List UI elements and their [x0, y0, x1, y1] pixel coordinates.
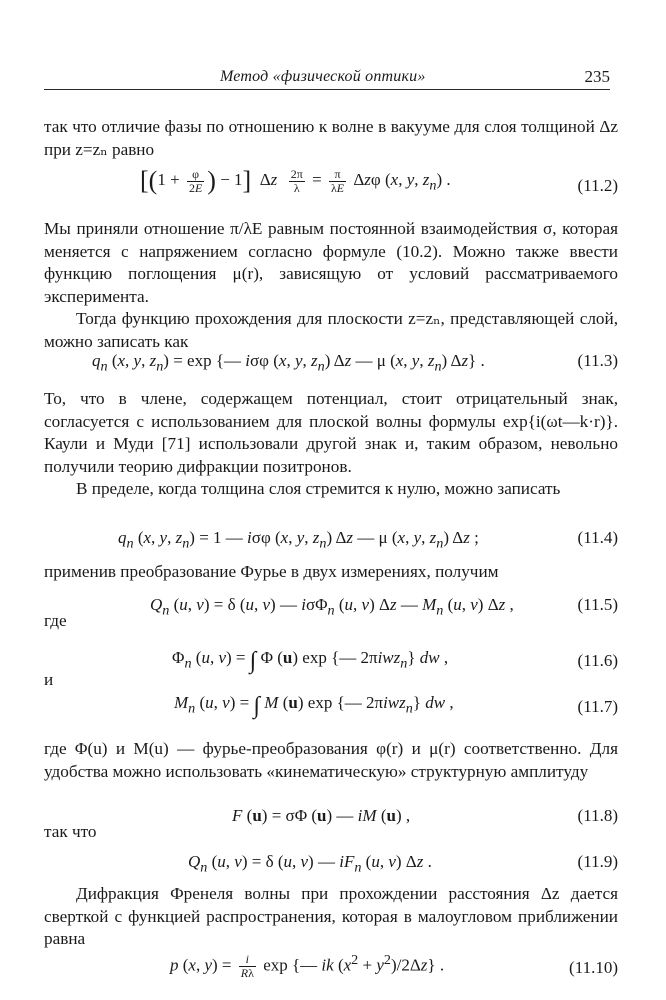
paragraph-6: применив преобразование Фурье в двух измерениях, получим [44, 562, 499, 581]
label-so-that: так что [44, 822, 97, 841]
equation-number-11-2: (11.2) [577, 176, 618, 195]
running-header [44, 64, 610, 88]
page-number: 235 [584, 67, 610, 86]
paragraph-7: где Φ(u) и M(u) — фурье-преобразования φ(r) и μ(r) соответственно. Для удобства можно использовать «кинематическую» структурную амплитуду [44, 739, 618, 781]
equation-number-11-8: (11.8) [577, 806, 618, 825]
running-title: Метод «физической оптики» [220, 68, 426, 85]
equation-number-11-9: (11.9) [577, 852, 618, 871]
equation-number-11-5: (11.5) [577, 595, 618, 614]
equation-11-10: p (x, y) = $\frac{i}{R\lambda}$ exp {— ik $(x^2 + y^2)/2\Delta z$} . [170, 952, 445, 981]
paragraph-3: Тогда функцию прохождения для плоскости z=zₙ, представляющей слой, можно записать как [44, 309, 618, 351]
paragraph-8: Дифракция Френеля волны при прохождении расстояния Δz дается сверткой с функцией распространения, которая в малоугловом приближении равна [44, 884, 618, 948]
equation-number-11-10: (11.10) [569, 958, 618, 977]
equation-number-11-6: (11.6) [577, 651, 618, 670]
equation-11-6: $\Phi_n$ (u, v) = ∫ Φ (u) exp {— 2πiwz$_n$} dw , [172, 648, 449, 674]
equation-11-9: $Q_n$ (u, v) = δ (u, v) — $iF_n$ (u, v) Δz . [188, 852, 432, 876]
equation-11-7: $M_n$ (u, v) = ∫ M (u) exp {— 2πiwz$_n$} dw , [174, 693, 454, 719]
equation-11-8: F (u) = σΦ (u) — iM (u) , [232, 806, 411, 825]
label-and: и [44, 670, 54, 689]
paragraph-4: То, что в члене, содержащем потенциал, стоит отрицательный знак, согласуется с использованием для плоской волны формулы exp{i(ωt—k·r)}. Каули и Муди [71] использовали другой знак и, таким образом, невольно получили теорию дифракции позитронов. [44, 389, 618, 476]
paragraph-1: так что отличие фазы по отношению к волне в вакууме для слоя толщиной Δz при z=zₙ равно [44, 117, 618, 159]
equation-11-3: $q_n$ (x, y, $z_n) = \exp$ {— iσφ (x, y, $z_n$) Δz — μ (x, y, $z_n$) Δz} . [92, 351, 485, 375]
paragraph-5: В пределе, когда толщина слоя стремится к нулю, можно записать [76, 479, 561, 498]
equation-11-2: [(1 + $\frac{\varphi}{2E}$ ) − 1] Δz $\frac{2\pi}{\lambda}$ = $\frac{\pi}{\lambda E}$ Δzφ (x, y, $z_n$) . [140, 166, 451, 195]
equation-number-11-3: (11.3) [577, 351, 618, 370]
equation-11-5: $Q_n$ (u, v) = δ (u, v) — iσΦ$_n$ (u, v) Δz — $M_n$ (u, v) Δz , [150, 595, 514, 619]
equation-number-11-4: (11.4) [577, 528, 618, 547]
equation-number-11-7: (11.7) [577, 697, 618, 716]
header-rule [44, 89, 610, 90]
label-where: где [44, 611, 67, 630]
equation-11-4: $q_n$ (x, y, $z_n) = 1$ — iσφ (x, y, $z_n$) Δz — μ (x, y, $z_n$) Δz ; [118, 528, 479, 552]
paragraph-2: Мы приняли отношение π/λE равным постоянной взаимодействия σ, которая меняется с напряжением согласно формуле (10.2). Можно также ввести функцию поглощения μ(r), зависящую от условий рассматриваемого эксперимента. [44, 219, 618, 306]
